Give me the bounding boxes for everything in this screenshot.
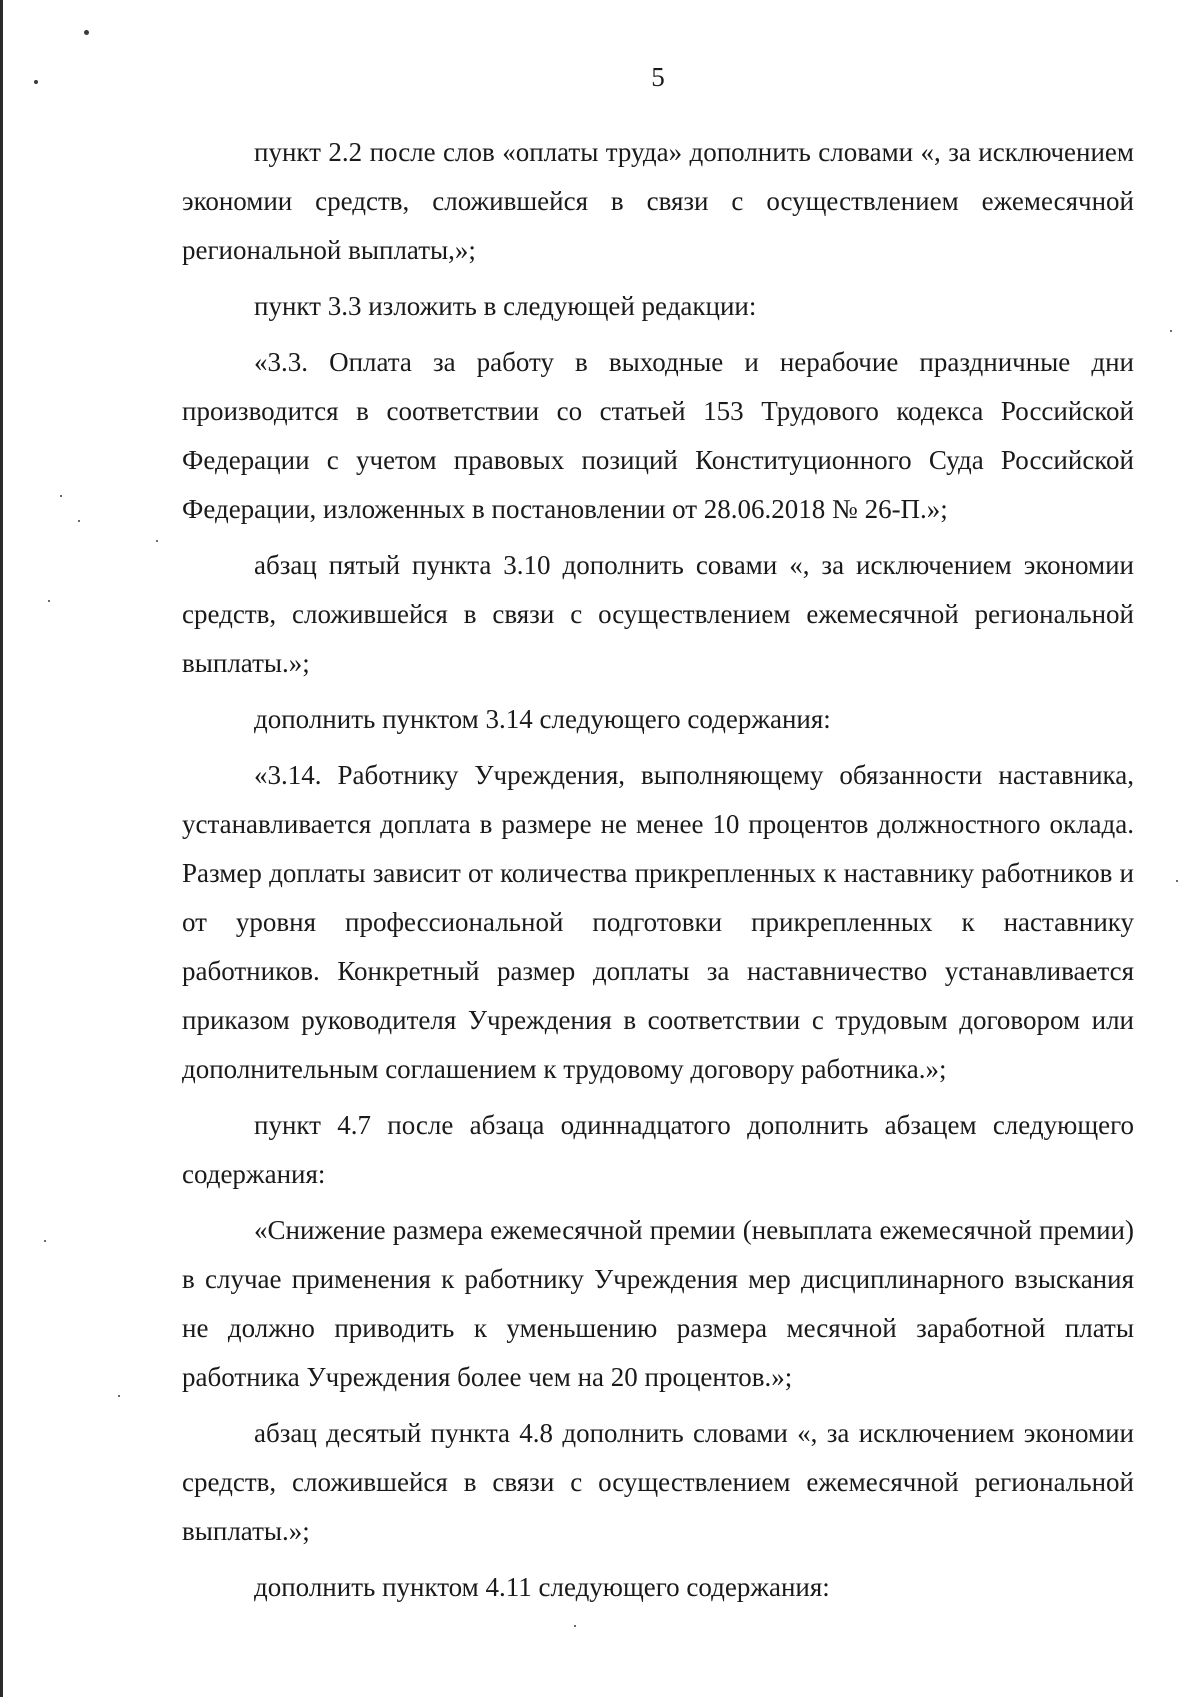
scan-speck: [84, 30, 89, 35]
scan-speck: [1170, 330, 1172, 332]
scan-speck: [574, 1625, 576, 1627]
scan-speck: [118, 1395, 120, 1397]
page-number: 5: [651, 62, 665, 92]
scan-speck: [34, 80, 38, 84]
paragraph-8: «Снижение размера ежемесячной премии (невыплата ежемесячной премии) в случае применения к работнику Учреждения мер дисциплинарного взыскания не должно приводить к уменьшению размера месячной заработной платы работника Учреждения более чем на 20 процентов.»;: [182, 1215, 1134, 1392]
paragraph-1: пункт 2.2 после слов «оплаты труда» дополнить словами «, за исключением экономии средств, сложившейся в связи с осуществлением ежемесячной региональной выплаты,»;: [182, 137, 1134, 265]
paragraph-6: «3.14. Работнику Учреждения, выполняющему обязанности наставника, устанавливается доплата в размере не менее 10 процентов должностного оклада. Размер доплаты зависит от количества прикрепленных к наставнику работников и от уровня профессиональной подготовки прикрепленных к наставнику работников. Конкретный размер доплаты за наставничество устанавливается приказом руководителя Учреждения в соответствии с трудовым договором или дополнительным соглашением к трудовому договору работника.»;: [182, 760, 1134, 1084]
scan-speck: [48, 600, 50, 602]
scan-speck: [44, 1240, 46, 1242]
paragraph-4: абзац пятый пункта 3.10 дополнить совами «, за исключением экономии средств, сложившейся в связи с осуществлением ежемесячной региональной выплаты.»;: [182, 550, 1134, 678]
document-body: [182, 128, 1134, 1612]
scan-speck: [78, 520, 80, 522]
paragraph-10: дополнить пунктом 4.11 следующего содержания:: [254, 1572, 830, 1602]
scan-speck: [60, 495, 62, 497]
scan-left-edge: [0, 0, 3, 1697]
paragraph-2: пункт 3.3 изложить в следующей редакции:: [254, 291, 757, 321]
scan-speck: [156, 540, 158, 542]
paragraph-5: дополнить пунктом 3.14 следующего содержания:: [254, 704, 831, 734]
scan-speck: [1176, 880, 1178, 882]
paragraph-7: пункт 4.7 после абзаца одиннадцатого дополнить абзацем следующего содержания:: [182, 1110, 1134, 1189]
paragraph-3: «3.3. Оплата за работу в выходные и нерабочие праздничные дни производится в соответствии со статьей 153 Трудового кодекса Российской Федерации с учетом правовых позиций Конституционного Суда Российской Федерации, изложенных в постановлении от 28.06.2018 № 26-П.»;: [182, 347, 1134, 524]
paragraph-9: абзац десятый пункта 4.8 дополнить словами «, за исключением экономии средств, сложившейся в связи с осуществлением ежемесячной региональной выплаты.»;: [182, 1418, 1134, 1546]
